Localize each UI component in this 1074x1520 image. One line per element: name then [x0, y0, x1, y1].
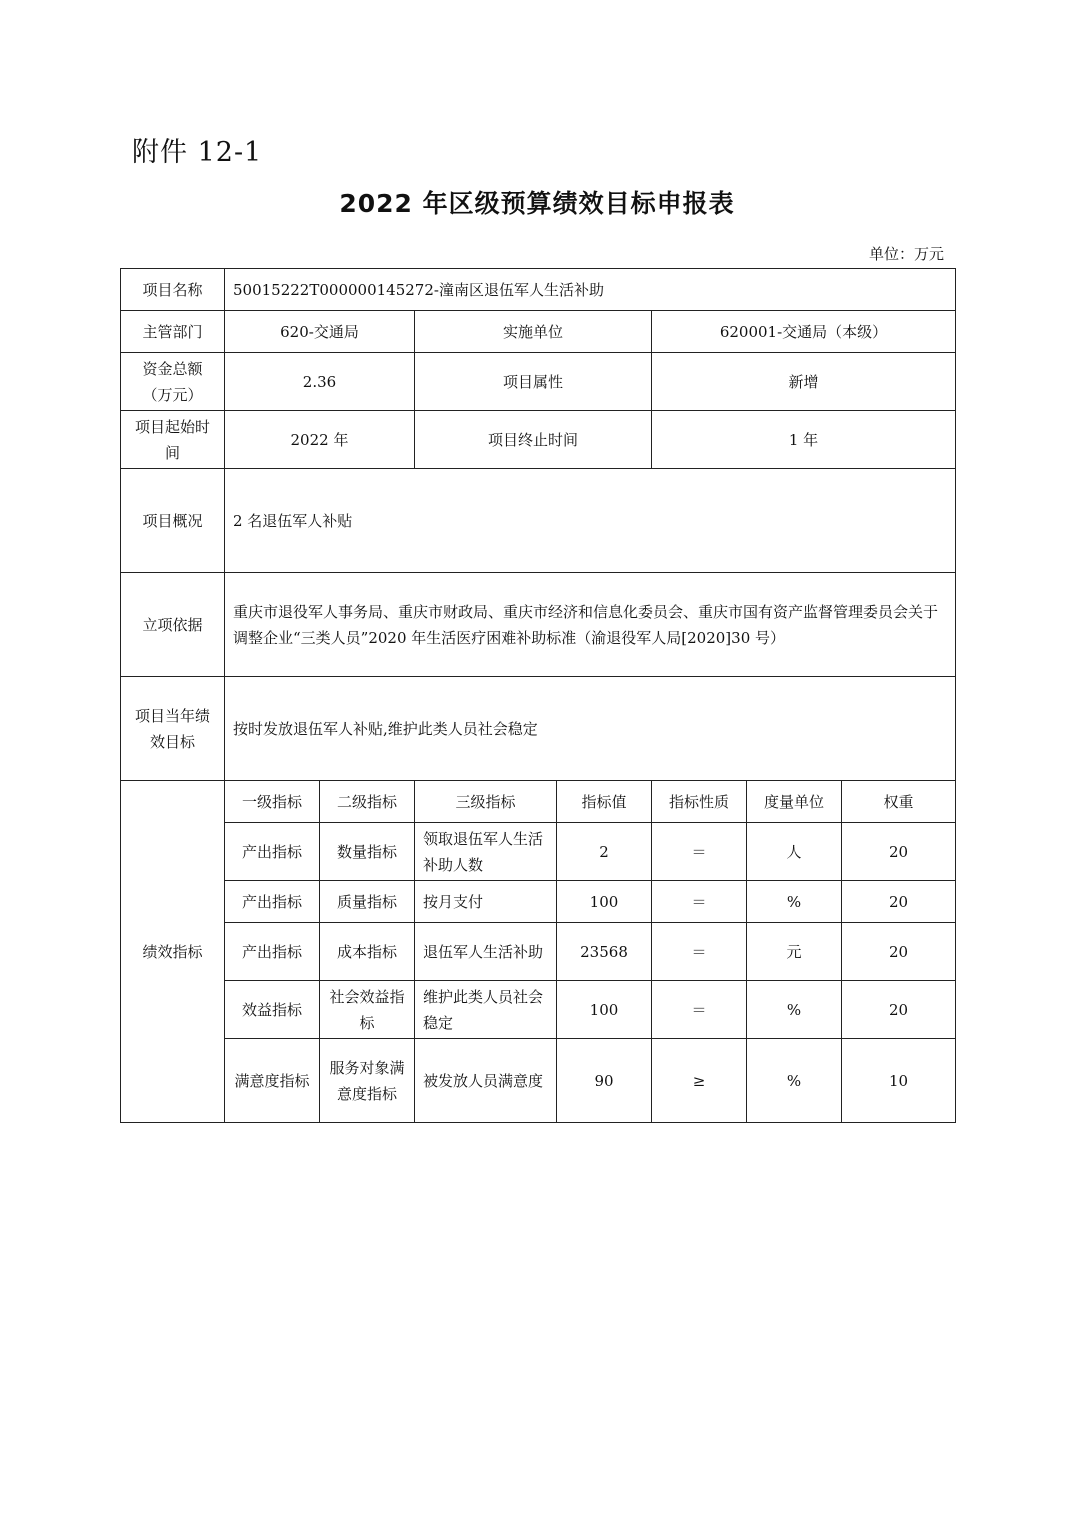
indicator-unit: 元	[747, 923, 842, 981]
unit-label: 单位：万元	[868, 245, 944, 263]
indicator-level3: 按月支付	[415, 881, 557, 923]
overview-value: 2 名退伍军人补贴	[225, 469, 956, 573]
project-attribute-value: 新增	[652, 353, 956, 411]
annual-goal-value: 按时发放退伍军人补贴,维护此类人员社会稳定	[225, 677, 956, 781]
indicator-nature: ＝	[652, 923, 747, 981]
indicator-level2: 数量指标	[320, 823, 415, 881]
indicator-value: 2	[557, 823, 652, 881]
indicator-unit: %	[747, 881, 842, 923]
indicator-nature: ≥	[652, 1039, 747, 1123]
row-annual-goal	[121, 677, 956, 781]
project-name-label: 项目名称	[121, 269, 225, 311]
indicator-row	[121, 823, 956, 881]
indicator-level1: 效益指标	[225, 981, 320, 1039]
indicator-row	[121, 923, 956, 981]
header-level2: 二级指标	[320, 781, 415, 823]
department-label: 主管部门	[121, 311, 225, 353]
indicator-level2: 服务对象满意度指标	[320, 1039, 415, 1123]
start-time-value: 2022 年	[225, 411, 415, 469]
indicator-weight: 20	[842, 823, 956, 881]
total-amount-label	[121, 353, 225, 411]
end-time-value: 1 年	[652, 411, 956, 469]
row-project-period	[121, 411, 956, 469]
row-project-name	[121, 269, 956, 311]
implementing-unit-value: 620001-交通局（本级）	[652, 311, 956, 353]
annual-goal-label-line2: 效目标	[149, 732, 195, 751]
annual-goal-label-line1: 项目当年绩	[134, 706, 210, 725]
row-project-basis	[121, 573, 956, 677]
indicator-unit: 人	[747, 823, 842, 881]
total-amount-label-line2: （万元）	[142, 385, 203, 404]
header-level1: 一级指标	[225, 781, 320, 823]
start-time-label-line2: 间	[164, 443, 180, 462]
indicators-section-label: 绩效指标	[121, 781, 225, 1123]
indicator-value: 100	[557, 881, 652, 923]
end-time-label: 项目终止时间	[415, 411, 652, 469]
header-unit: 度量单位	[747, 781, 842, 823]
indicator-level2: 社会效益指标	[320, 981, 415, 1039]
implementing-unit-label: 实施单位	[415, 311, 652, 353]
indicator-level3: 领取退伍军人生活补助人数	[415, 823, 557, 881]
total-amount-label-line1: 资金总额	[142, 359, 203, 378]
indicator-level1: 产出指标	[225, 923, 320, 981]
header-level3: 三级指标	[415, 781, 557, 823]
indicator-row	[121, 881, 956, 923]
indicator-value: 23568	[557, 923, 652, 981]
project-attribute-label: 项目属性	[415, 353, 652, 411]
indicator-weight: 20	[842, 881, 956, 923]
indicator-row	[121, 1039, 956, 1123]
attachment-number: 附件 12-1	[132, 137, 263, 168]
indicator-value: 100	[557, 981, 652, 1039]
indicator-unit: %	[747, 1039, 842, 1123]
row-department	[121, 311, 956, 353]
indicator-level1: 产出指标	[225, 823, 320, 881]
annual-goal-label	[121, 677, 225, 781]
budget-form-table	[120, 268, 956, 1123]
indicator-header-row	[121, 781, 956, 823]
indicator-value: 90	[557, 1039, 652, 1123]
project-name-value: 50015222T000000145272-潼南区退伍军人生活补助	[225, 269, 956, 311]
row-project-overview	[121, 469, 956, 573]
indicator-unit: %	[747, 981, 842, 1039]
indicator-row	[121, 981, 956, 1039]
header-nature: 指标性质	[652, 781, 747, 823]
indicator-weight: 20	[842, 981, 956, 1039]
basis-value: 重庆市退役军人事务局、重庆市财政局、重庆市经济和信息化委员会、重庆市国有资产监督管理委员会关于调整企业“三类人员”2020 年生活医疗困难补助标准（渝退役军人局[2020]30 号）	[225, 573, 956, 677]
total-amount-value: 2.36	[225, 353, 415, 411]
indicator-level2: 成本指标	[320, 923, 415, 981]
indicator-level1: 产出指标	[225, 881, 320, 923]
department-value: 620-交通局	[225, 311, 415, 353]
indicator-level3: 退伍军人生活补助	[415, 923, 557, 981]
header-value: 指标值	[557, 781, 652, 823]
indicator-weight: 20	[842, 923, 956, 981]
basis-label: 立项依据	[121, 573, 225, 677]
indicator-level1: 满意度指标	[225, 1039, 320, 1123]
document-title: 2022 年区级预算绩效目标申报表	[339, 189, 735, 218]
indicator-level2: 质量指标	[320, 881, 415, 923]
row-total-amount	[121, 353, 956, 411]
start-time-label-line1: 项目起始时	[134, 417, 210, 436]
indicator-nature: ＝	[652, 981, 747, 1039]
header-weight: 权重	[842, 781, 956, 823]
indicator-nature: ＝	[652, 823, 747, 881]
indicator-level3: 维护此类人员社会稳定	[415, 981, 557, 1039]
start-time-label	[121, 411, 225, 469]
indicator-nature: ＝	[652, 881, 747, 923]
indicator-weight: 10	[842, 1039, 956, 1123]
indicator-level3: 被发放人员满意度	[415, 1039, 557, 1123]
overview-label: 项目概况	[121, 469, 225, 573]
